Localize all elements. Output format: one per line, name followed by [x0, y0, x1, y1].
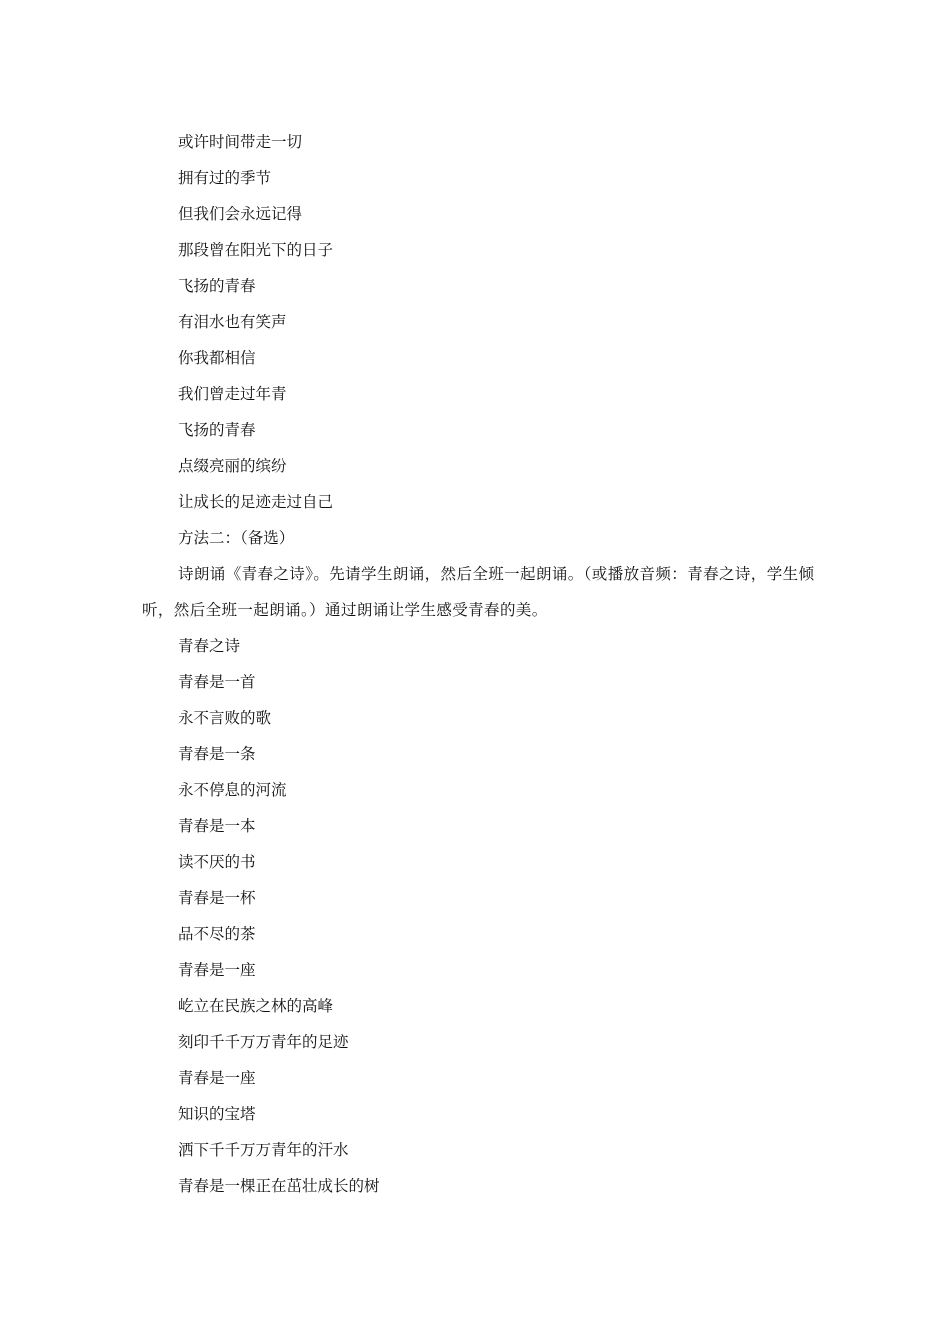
poem-line: 飞扬的青春 [178, 421, 256, 439]
poem-youth-poetry [142, 628, 822, 1204]
poem-line: 永不停息的河流 [178, 781, 287, 799]
poem-line: 点缀亮丽的缤纷 [178, 457, 287, 475]
poem-line: 但我们会永远记得 [178, 205, 303, 223]
poem-line: 品不尽的茶 [178, 925, 256, 943]
poem-line: 有泪水也有笑声 [178, 313, 287, 331]
poem-line: 青春是一座 [178, 961, 256, 979]
poem-line: 青春是一座 [178, 1069, 256, 1087]
poem-line: 刻印千千万万青年的足迹 [178, 1033, 349, 1051]
poem-line: 洒下千千万万青年的汗水 [178, 1141, 349, 1159]
poem-youth-flying [142, 124, 822, 520]
poem-line: 或许时间带走一切 [178, 133, 303, 151]
poem-line: 那段曾在阳光下的日子 [178, 241, 334, 259]
poem-line: 屹立在民族之林的高峰 [178, 997, 334, 1015]
poem-line: 飞扬的青春 [178, 277, 256, 295]
method-two-heading: 方法二：（备选） [178, 529, 295, 547]
poem-line: 青春是一本 [178, 817, 256, 835]
poem-line: 我们曾走过年青 [178, 385, 287, 403]
poem-title: 青春之诗 [178, 637, 241, 655]
poem-line: 青春是一首 [178, 673, 256, 691]
poem-line: 永不言败的歌 [178, 709, 272, 727]
poem-line: 青春是一条 [178, 745, 256, 763]
method-two-paragraph: 诗朗诵《青春之诗》。先请学生朗诵，然后全班一起朗诵。（或播放音频：青春之诗，学生倾听，然后全班一起朗诵。）通过朗诵让学生感受青春的美。 [142, 565, 815, 619]
poem-line: 青春是一杯 [178, 889, 256, 907]
poem-line: 青春是一棵正在茁壮成长的树 [178, 1177, 380, 1195]
poem-line: 你我都相信 [178, 349, 256, 367]
poem-line: 知识的宝塔 [178, 1105, 256, 1123]
poem-line: 读不厌的书 [178, 853, 256, 871]
poem-line: 让成长的足迹走过自己 [178, 493, 334, 511]
poem-line: 拥有过的季节 [178, 169, 272, 187]
document-content [142, 124, 822, 1204]
